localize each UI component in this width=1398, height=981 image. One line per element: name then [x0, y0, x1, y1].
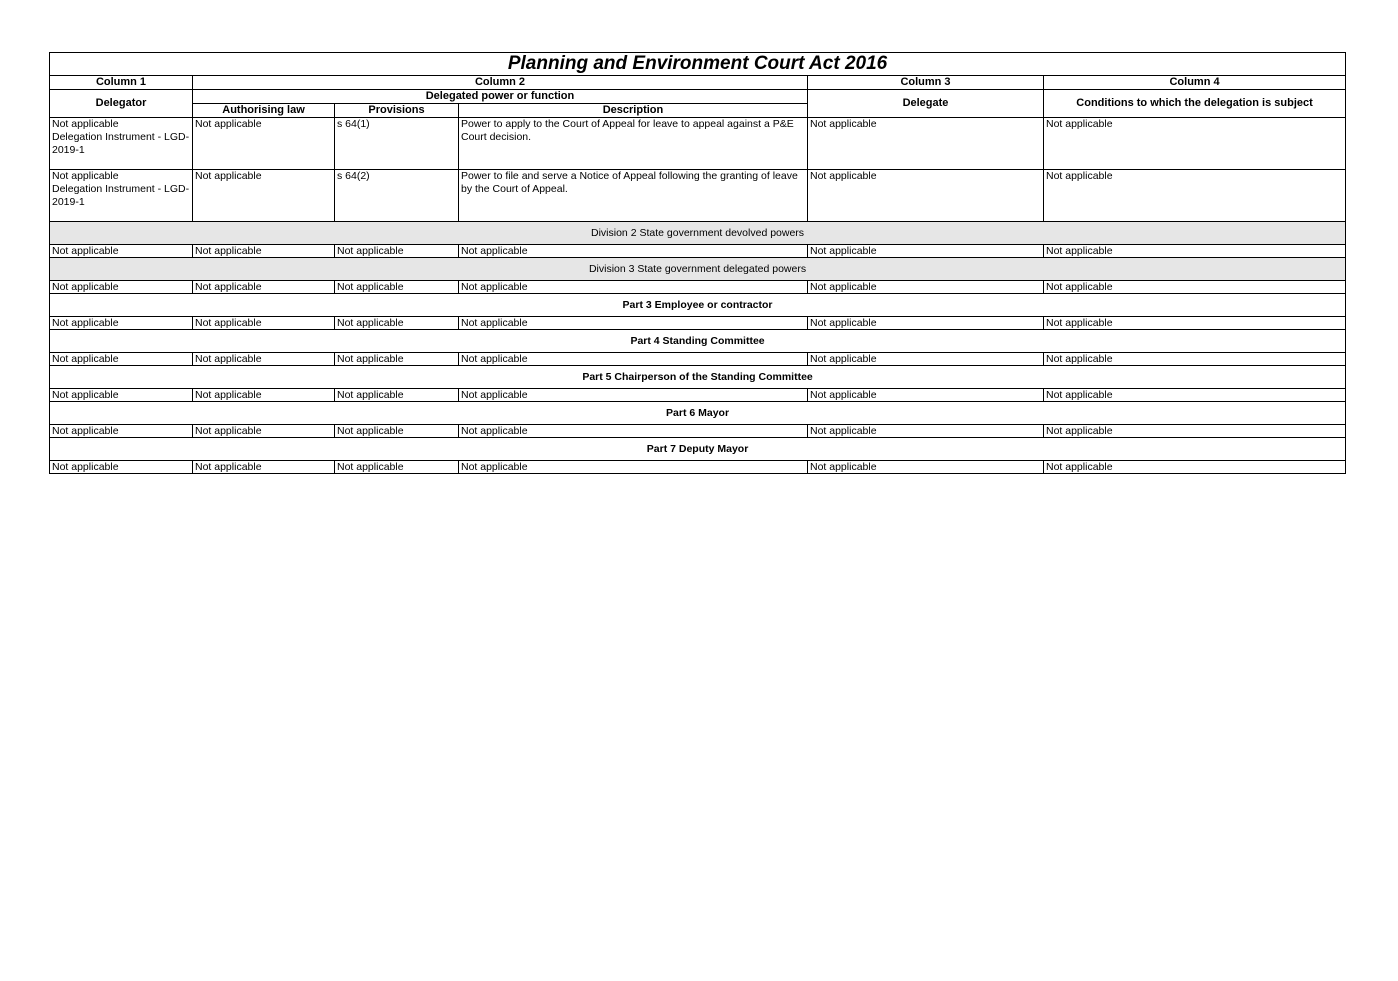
table-cell: Not applicable	[1044, 425, 1346, 438]
table-row	[50, 353, 1346, 366]
delegate-header: Delegate	[808, 90, 1044, 118]
delegation-instrument-text: Delegation Instrument - LGD-	[52, 131, 190, 143]
table-cell: Not applicable	[50, 353, 193, 366]
table-cell: Not applicable	[193, 461, 335, 474]
table-cell: Not applicable	[50, 245, 193, 258]
table-cell: Not applicable	[50, 389, 193, 402]
table-cell: Not applicable	[1044, 245, 1346, 258]
section-heading: Part 4 Standing Committee	[50, 330, 1346, 353]
table-cell: Not applicable	[459, 317, 808, 330]
section-heading: Part 7 Deputy Mayor	[50, 438, 1346, 461]
table-cell: Not applicable	[335, 317, 459, 330]
column-2-header: Column 2	[193, 76, 808, 90]
table-cell: Not applicable	[1044, 389, 1346, 402]
section-heading-row	[50, 366, 1346, 389]
table-cell: Not applicable	[50, 461, 193, 474]
table-cell: Not applicable	[335, 389, 459, 402]
delegate-cell: Not applicable	[808, 118, 1044, 170]
conditions-cell: Not applicable	[1044, 170, 1346, 222]
table-row	[50, 245, 1346, 258]
column-3-header: Column 3	[808, 76, 1044, 90]
section-heading-row	[50, 294, 1346, 317]
description-header: Description	[459, 104, 808, 118]
table-cell: Not applicable	[808, 317, 1044, 330]
delegator-text: Not applicable	[52, 170, 119, 182]
section-heading: Part 3 Employee or contractor	[50, 294, 1346, 317]
table-row	[50, 118, 1346, 170]
table-cell: Not applicable	[193, 425, 335, 438]
section-heading: Part 5 Chairperson of the Standing Committee	[50, 366, 1346, 389]
table-cell: Not applicable	[459, 245, 808, 258]
table-cell: Not applicable	[808, 353, 1044, 366]
table-cell: Not applicable	[335, 245, 459, 258]
table-cell: Not applicable	[335, 281, 459, 294]
table-cell: Not applicable	[1044, 461, 1346, 474]
table-cell: Not applicable	[50, 281, 193, 294]
delegator-cell	[50, 118, 193, 170]
column-4-header: Column 4	[1044, 76, 1346, 90]
provisions-cell: s 64(1)	[335, 118, 459, 170]
page-title: Planning and Environment Court Act 2016	[50, 53, 1346, 76]
table-cell: Not applicable	[459, 353, 808, 366]
table-cell: Not applicable	[193, 353, 335, 366]
delegator-text: Not applicable	[52, 118, 119, 130]
column-1-header: Column 1	[50, 76, 193, 90]
table-cell: Not applicable	[335, 353, 459, 366]
table-cell: Not applicable	[459, 281, 808, 294]
section-heading: Part 6 Mayor	[50, 402, 1346, 425]
provisions-cell: s 64(2)	[335, 170, 459, 222]
table-cell: Not applicable	[459, 425, 808, 438]
conditions-cell: Not applicable	[1044, 118, 1346, 170]
table-cell: Not applicable	[459, 389, 808, 402]
section-heading-row	[50, 258, 1346, 281]
table-row	[50, 425, 1346, 438]
delegated-power-header: Delegated power or function	[193, 90, 808, 104]
table-cell: Not applicable	[1044, 281, 1346, 294]
table-cell: Not applicable	[459, 461, 808, 474]
table-cell: Not applicable	[335, 425, 459, 438]
table-cell: Not applicable	[193, 281, 335, 294]
table-cell: Not applicable	[50, 317, 193, 330]
table-cell: Not applicable	[808, 281, 1044, 294]
delegator-cell	[50, 170, 193, 222]
description-cell: Power to apply to the Court of Appeal for leave to appeal against a P&E Court decision.	[459, 118, 808, 170]
delegation-instrument-code: 2019-1	[52, 196, 85, 208]
table-cell: Not applicable	[193, 245, 335, 258]
table-cell: Not applicable	[335, 461, 459, 474]
authorising-law-header: Authorising law	[193, 104, 335, 118]
table-cell: Not applicable	[193, 389, 335, 402]
section-heading: Division 3 State government delegated powers	[50, 258, 1346, 281]
section-heading-row	[50, 402, 1346, 425]
table-cell: Not applicable	[808, 245, 1044, 258]
section-heading-row	[50, 222, 1346, 245]
table-cell: Not applicable	[808, 389, 1044, 402]
table-cell: Not applicable	[808, 461, 1044, 474]
table-cell: Not applicable	[1044, 317, 1346, 330]
delegator-header: Delegator	[50, 90, 193, 118]
table-row	[50, 389, 1346, 402]
table-cell: Not applicable	[808, 425, 1044, 438]
table-row	[50, 317, 1346, 330]
authorising-law-cell: Not applicable	[193, 170, 335, 222]
conditions-header: Conditions to which the delegation is subject	[1044, 90, 1346, 118]
delegation-instrument-code: 2019-1	[52, 144, 85, 156]
section-heading-row	[50, 330, 1346, 353]
section-heading-row	[50, 438, 1346, 461]
authorising-law-cell: Not applicable	[193, 118, 335, 170]
table-row	[50, 170, 1346, 222]
delegation-instrument-text: Delegation Instrument - LGD-	[52, 183, 190, 195]
table-cell: Not applicable	[50, 425, 193, 438]
table-row	[50, 281, 1346, 294]
provisions-header: Provisions	[335, 104, 459, 118]
delegate-cell: Not applicable	[808, 170, 1044, 222]
description-cell: Power to file and serve a Notice of Appeal following the granting of leave by the Court of Appeal.	[459, 170, 808, 222]
table-cell: Not applicable	[193, 317, 335, 330]
table-cell: Not applicable	[1044, 353, 1346, 366]
table-row	[50, 461, 1346, 474]
section-heading: Division 2 State government devolved powers	[50, 222, 1346, 245]
delegation-table	[49, 52, 1346, 474]
